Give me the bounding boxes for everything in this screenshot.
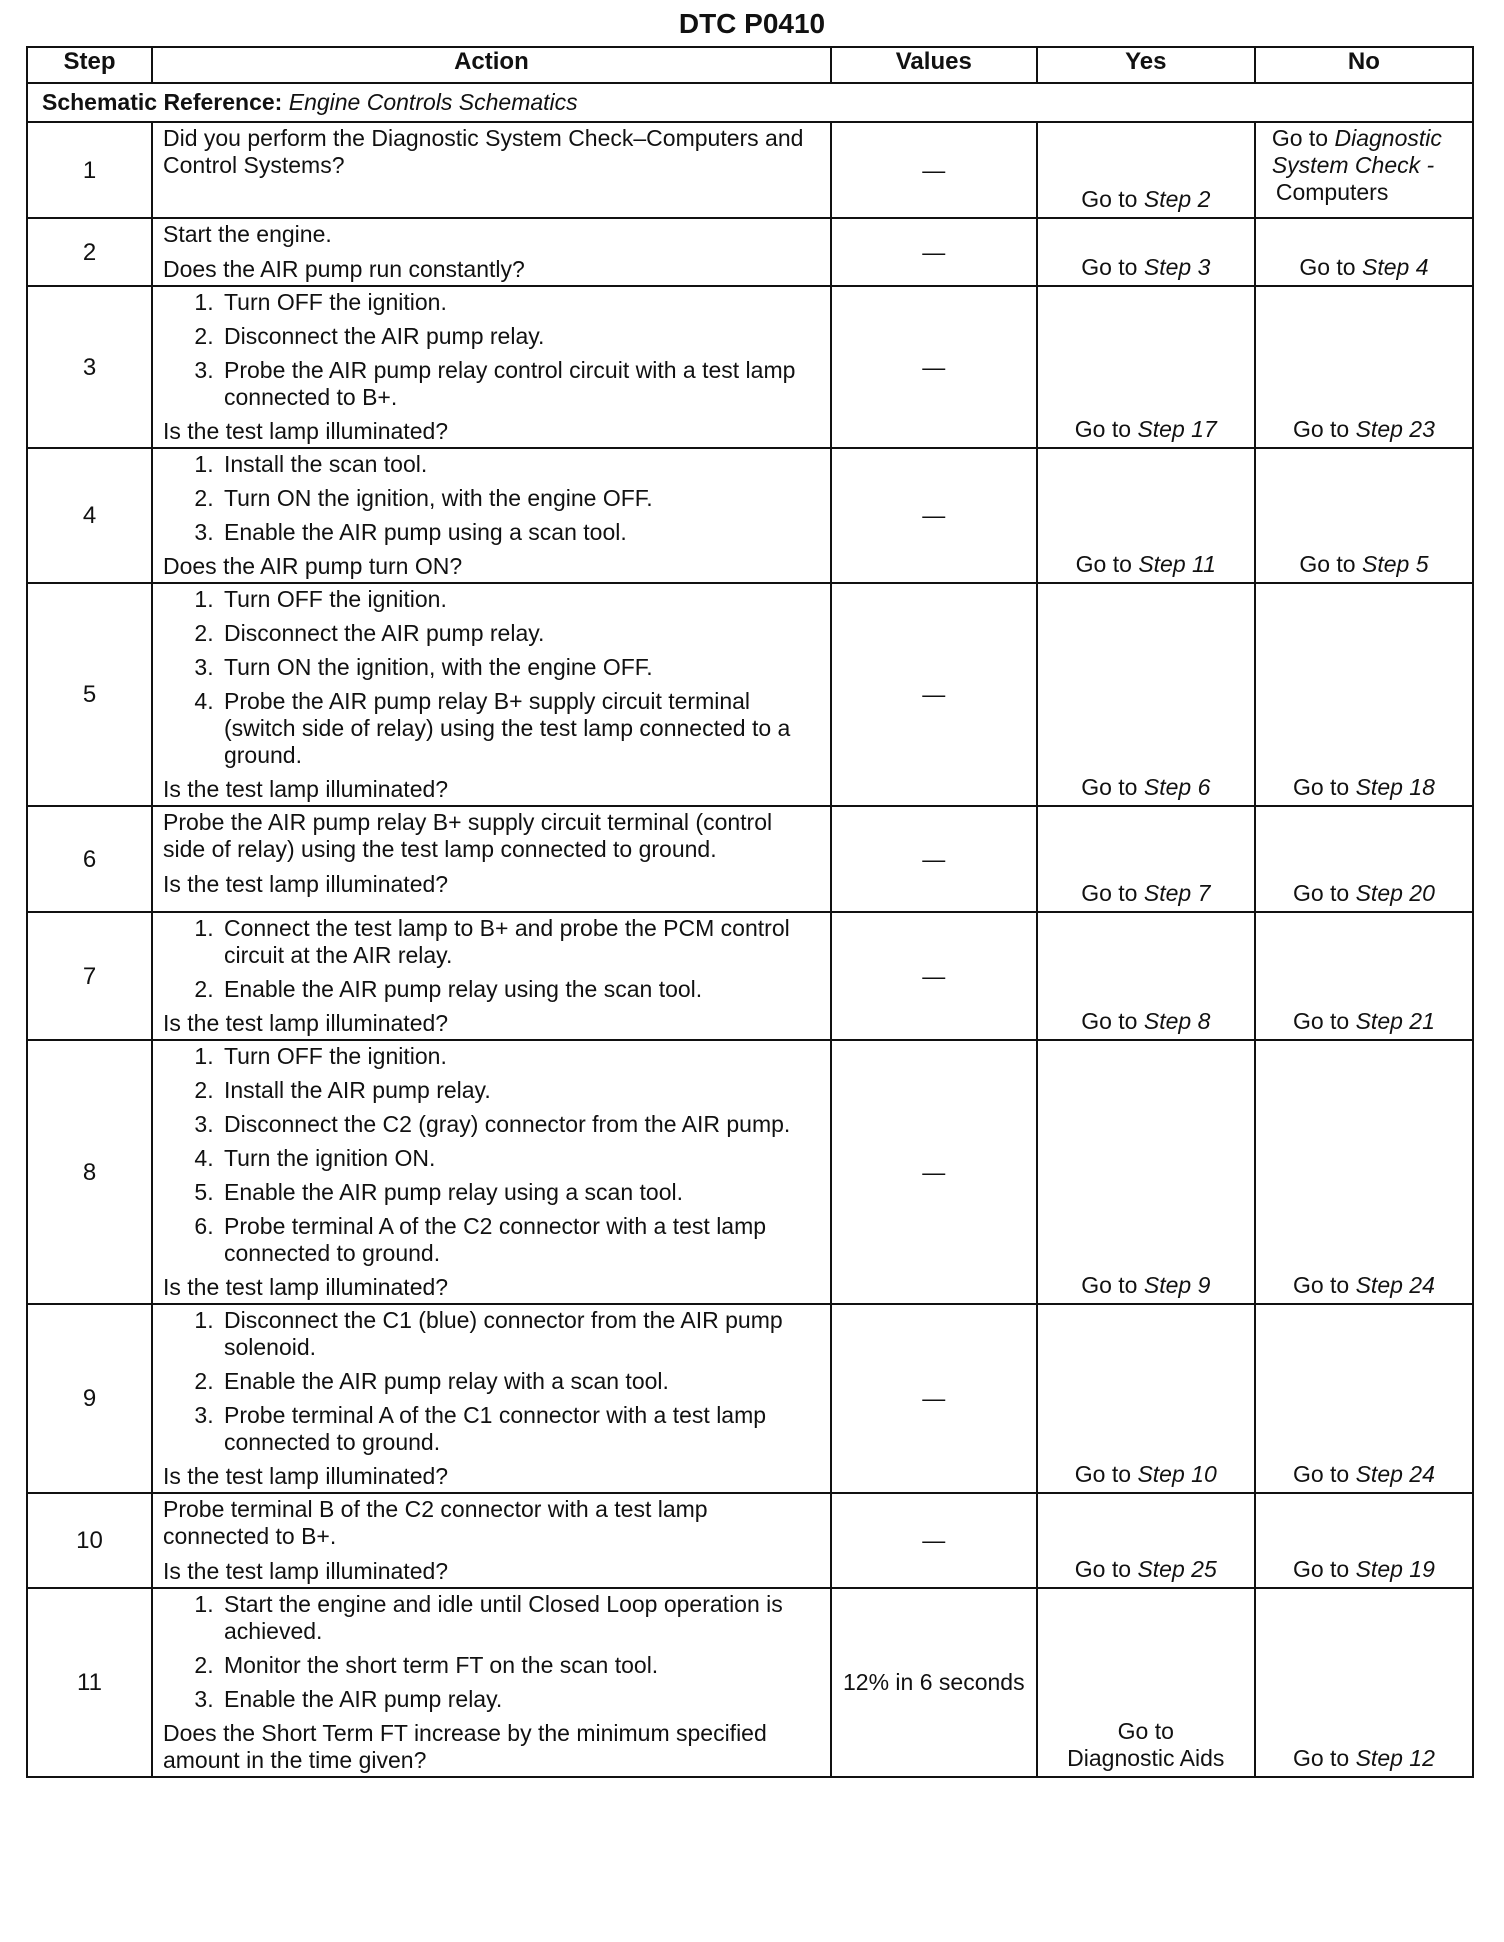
schematic-label: Schematic Reference: — [42, 89, 283, 115]
action-question: Is the test lamp illuminated? — [162, 871, 449, 897]
table-body — [27, 83, 1473, 1777]
action-question: Is the test lamp illuminated? — [162, 1010, 449, 1036]
page-title: DTC P0410 — [678, 8, 826, 39]
step-number: 9 — [27, 1304, 152, 1493]
yes-goto-prefix: Go to — [1081, 254, 1138, 280]
yes-goto-prefix: Go to — [1081, 774, 1138, 800]
step-number: 10 — [27, 1493, 152, 1588]
yes-goto-target-link[interactable]: Step 9 — [1143, 1272, 1211, 1298]
yes-cell — [1037, 1588, 1255, 1777]
no-goto-target-link[interactable]: Step 20 — [1355, 880, 1435, 906]
step-number: 3 — [27, 286, 152, 448]
action-step-item: 1. Install the scan tool. — [220, 451, 820, 478]
yes-goto-prefix: Go to — [1074, 1556, 1132, 1582]
action-question: Does the AIR pump turn ON? — [162, 553, 463, 579]
no-goto-target-link[interactable]: Diagnostic System Check - — [1271, 125, 1442, 178]
action-steps-list — [163, 289, 820, 411]
action-cell — [152, 286, 831, 448]
schematic-value: Engine Controls Schematics — [288, 89, 578, 115]
yes-goto-target-link[interactable]: Diagnostic Aids — [1067, 1745, 1225, 1771]
yes-cell — [1037, 122, 1255, 218]
yes-goto-target-link[interactable]: Step 3 — [1143, 254, 1211, 280]
header-values: Values — [831, 47, 1037, 83]
action-step-item: 1. Disconnect the C1 (blue) connector from the AIR pump solenoid. — [220, 1307, 820, 1361]
no-cell — [1255, 806, 1473, 912]
action-step-item: 3. Turn ON the ignition, with the engine OFF. — [220, 654, 820, 681]
action-text: Probe the AIR pump relay B+ supply circuit terminal (control side of relay) using the test lamp connected to ground. — [162, 809, 773, 862]
no-goto-target-link[interactable]: Step 24 — [1355, 1272, 1435, 1298]
action-step-item: 3. Probe the AIR pump relay control circuit with a test lamp connected to B+. — [220, 357, 820, 411]
yes-goto-prefix: Go to — [1081, 880, 1138, 906]
action-steps-list — [163, 1591, 820, 1713]
table-row — [27, 583, 1473, 806]
table-row — [27, 448, 1473, 583]
table-row — [27, 1040, 1473, 1304]
step-number: 5 — [27, 583, 152, 806]
schematic-reference — [27, 83, 1473, 122]
no-goto-target-link[interactable]: Step 19 — [1355, 1556, 1435, 1582]
yes-goto-prefix: Go to — [1081, 1008, 1138, 1034]
value-cell: — — [831, 218, 1037, 286]
yes-goto-prefix: Go to — [1075, 551, 1132, 577]
table-row — [27, 1493, 1473, 1588]
value-cell: 12% in 6 seconds — [831, 1588, 1037, 1777]
table-row — [27, 912, 1473, 1040]
action-question: Is the test lamp illuminated? — [162, 1558, 449, 1584]
action-cell — [152, 806, 831, 912]
action-cell — [152, 448, 831, 583]
action-question: Is the test lamp illuminated? — [162, 776, 449, 802]
yes-goto-prefix: Go to — [1117, 1718, 1174, 1744]
no-goto-target-link[interactable]: Step 12 — [1355, 1745, 1435, 1771]
yes-goto-target-link[interactable]: Step 6 — [1143, 774, 1211, 800]
action-step-item: 2. Disconnect the AIR pump relay. — [220, 323, 820, 350]
table-row — [27, 1304, 1473, 1493]
yes-goto-prefix: Go to — [1074, 416, 1132, 442]
action-step-item: 6. Probe terminal A of the C2 connector with a test lamp connected to ground. — [220, 1213, 820, 1267]
value-cell: — — [831, 806, 1037, 912]
step-number: 1 — [27, 122, 152, 218]
yes-goto-target-link[interactable]: Step 11 — [1138, 551, 1216, 577]
action-question: Is the test lamp illuminated? — [162, 418, 449, 444]
yes-goto-target-link[interactable]: Step 25 — [1137, 1556, 1217, 1582]
value-cell: — — [831, 448, 1037, 583]
yes-cell — [1037, 218, 1255, 286]
yes-goto-target-link[interactable]: Step 7 — [1143, 880, 1211, 906]
action-step-item: 2. Enable the AIR pump relay using the scan tool. — [220, 976, 820, 1003]
yes-cell — [1037, 448, 1255, 583]
action-cell — [152, 1304, 831, 1493]
no-cell — [1255, 218, 1473, 286]
no-goto-target-link[interactable]: Step 23 — [1355, 416, 1435, 442]
action-step-item: 1. Connect the test lamp to B+ and probe the PCM control circuit at the AIR relay. — [220, 915, 820, 969]
action-step-item: 2. Install the AIR pump relay. — [220, 1077, 820, 1104]
no-cell — [1255, 912, 1473, 1040]
yes-goto-target-link[interactable]: Step 10 — [1137, 1461, 1217, 1487]
action-steps-list — [163, 451, 820, 546]
yes-goto-target-link[interactable]: Step 2 — [1143, 186, 1211, 212]
no-goto-prefix: Go to — [1292, 1556, 1350, 1582]
yes-goto-prefix: Go to — [1081, 186, 1138, 212]
value-cell: — — [831, 912, 1037, 1040]
yes-goto-prefix: Go to — [1081, 1272, 1138, 1298]
no-goto-target-link[interactable]: Step 4 — [1362, 254, 1429, 280]
value-cell: — — [831, 1040, 1037, 1304]
action-step-item: 1. Turn OFF the ignition. — [220, 586, 820, 613]
no-cell — [1255, 1040, 1473, 1304]
yes-cell — [1037, 806, 1255, 912]
value-cell: — — [831, 1304, 1037, 1493]
schematic-row — [27, 83, 1473, 122]
step-number: 8 — [27, 1040, 152, 1304]
action-cell — [152, 912, 831, 1040]
no-goto-prefix: Go to — [1292, 416, 1350, 442]
table-row — [27, 218, 1473, 286]
yes-cell — [1037, 1493, 1255, 1588]
step-number: 2 — [27, 218, 152, 286]
action-step-item: 2. Enable the AIR pump relay with a scan tool. — [220, 1368, 820, 1395]
action-step-item: 5. Enable the AIR pump relay using a scan tool. — [220, 1179, 820, 1206]
action-question: Is the test lamp illuminated? — [162, 1274, 449, 1300]
no-cell — [1255, 1304, 1473, 1493]
yes-cell — [1037, 912, 1255, 1040]
step-number: 11 — [27, 1588, 152, 1777]
action-step-item: 2. Disconnect the AIR pump relay. — [220, 620, 820, 647]
action-text: Did you perform the Diagnostic System Check–Computers and Control Systems? — [162, 125, 804, 178]
no-goto-prefix: Go to — [1292, 1461, 1350, 1487]
action-cell — [152, 1493, 831, 1588]
action-question: Is the test lamp illuminated? — [162, 1463, 449, 1489]
action-step-item: 4. Probe the AIR pump relay B+ supply circuit terminal (switch side of relay) using the test lamp connected to a ground. — [220, 688, 820, 769]
action-cell — [152, 1588, 831, 1777]
no-goto-prefix: Go to — [1299, 551, 1356, 577]
action-step-item: 3. Disconnect the C2 (gray) connector from the AIR pump. — [220, 1111, 820, 1138]
yes-cell — [1037, 583, 1255, 806]
action-cell — [152, 122, 831, 218]
step-number: 7 — [27, 912, 152, 1040]
action-step-item: 1. Turn OFF the ignition. — [220, 289, 820, 316]
yes-cell — [1037, 286, 1255, 448]
action-step-item: 1. Start the engine and idle until Closed Loop operation is achieved. — [220, 1591, 820, 1645]
table-row — [27, 1588, 1473, 1777]
no-cell — [1255, 583, 1473, 806]
yes-cell — [1037, 1040, 1255, 1304]
no-goto-target-link[interactable]: Step 18 — [1355, 774, 1435, 800]
value-cell: — — [831, 286, 1037, 448]
action-step-item: 2. Monitor the short term FT on the scan tool. — [220, 1652, 820, 1679]
header-row — [27, 47, 1473, 83]
no-cell — [1255, 286, 1473, 448]
no-goto-target-link[interactable]: Step 21 — [1355, 1008, 1435, 1034]
yes-goto-target-link[interactable]: Step 17 — [1137, 416, 1217, 442]
action-question: Does the Short Term FT increase by the minimum specified amount in the time given? — [162, 1720, 767, 1773]
action-step-item: 2. Turn ON the ignition, with the engine OFF. — [220, 485, 820, 512]
header-step: Step — [27, 47, 152, 83]
yes-goto-target-link[interactable]: Step 8 — [1143, 1008, 1211, 1034]
action-step-item: 3. Probe terminal A of the C1 connector with a test lamp connected to ground. — [220, 1402, 820, 1456]
no-goto-target-link[interactable]: Step 5 — [1362, 551, 1429, 577]
no-goto-prefix: Go to — [1292, 1008, 1350, 1034]
action-cell — [152, 583, 831, 806]
yes-cell — [1037, 1304, 1255, 1493]
value-cell: — — [831, 583, 1037, 806]
no-goto-prefix: Go to — [1299, 254, 1356, 280]
table-row — [27, 806, 1473, 912]
action-steps-list — [163, 586, 820, 769]
action-step-item: 3. Enable the AIR pump relay. — [220, 1686, 820, 1713]
no-goto-prefix: Go to — [1271, 125, 1329, 151]
table-row — [27, 286, 1473, 448]
value-cell: — — [831, 1493, 1037, 1588]
action-text: Start the engine. — [162, 221, 332, 247]
step-number: 4 — [27, 448, 152, 583]
no-cell — [1255, 1493, 1473, 1588]
table-row — [27, 122, 1473, 218]
action-question: Does the AIR pump run constantly? — [162, 256, 525, 282]
no-goto-target-link[interactable]: Step 24 — [1355, 1461, 1435, 1487]
action-steps-list — [163, 915, 820, 1003]
diagnostic-table — [26, 46, 1474, 1778]
action-text: Probe terminal B of the C2 connector with a test lamp connected to B+. — [162, 1496, 708, 1549]
action-steps-list — [163, 1307, 820, 1456]
action-step-item: 3. Enable the AIR pump using a scan tool. — [220, 519, 820, 546]
no-cell — [1255, 448, 1473, 583]
action-cell — [152, 218, 831, 286]
value-cell: — — [831, 122, 1037, 218]
header-action: Action — [152, 47, 831, 83]
no-goto-prefix: Go to — [1292, 1272, 1350, 1298]
action-step-item: 1. Turn OFF the ignition. — [220, 1043, 820, 1070]
no-goto-prefix: Go to — [1292, 1745, 1350, 1771]
no-cell — [1255, 1588, 1473, 1777]
header-yes: Yes — [1037, 47, 1255, 83]
no-goto-suffix: Computers — [1275, 179, 1389, 205]
no-goto-prefix: Go to — [1292, 880, 1350, 906]
step-number: 6 — [27, 806, 152, 912]
no-cell — [1255, 122, 1473, 218]
yes-goto-prefix: Go to — [1074, 1461, 1132, 1487]
header-no: No — [1255, 47, 1473, 83]
no-goto-prefix: Go to — [1292, 774, 1350, 800]
action-steps-list — [163, 1043, 820, 1267]
action-step-item: 4. Turn the ignition ON. — [220, 1145, 820, 1172]
action-cell — [152, 1040, 831, 1304]
